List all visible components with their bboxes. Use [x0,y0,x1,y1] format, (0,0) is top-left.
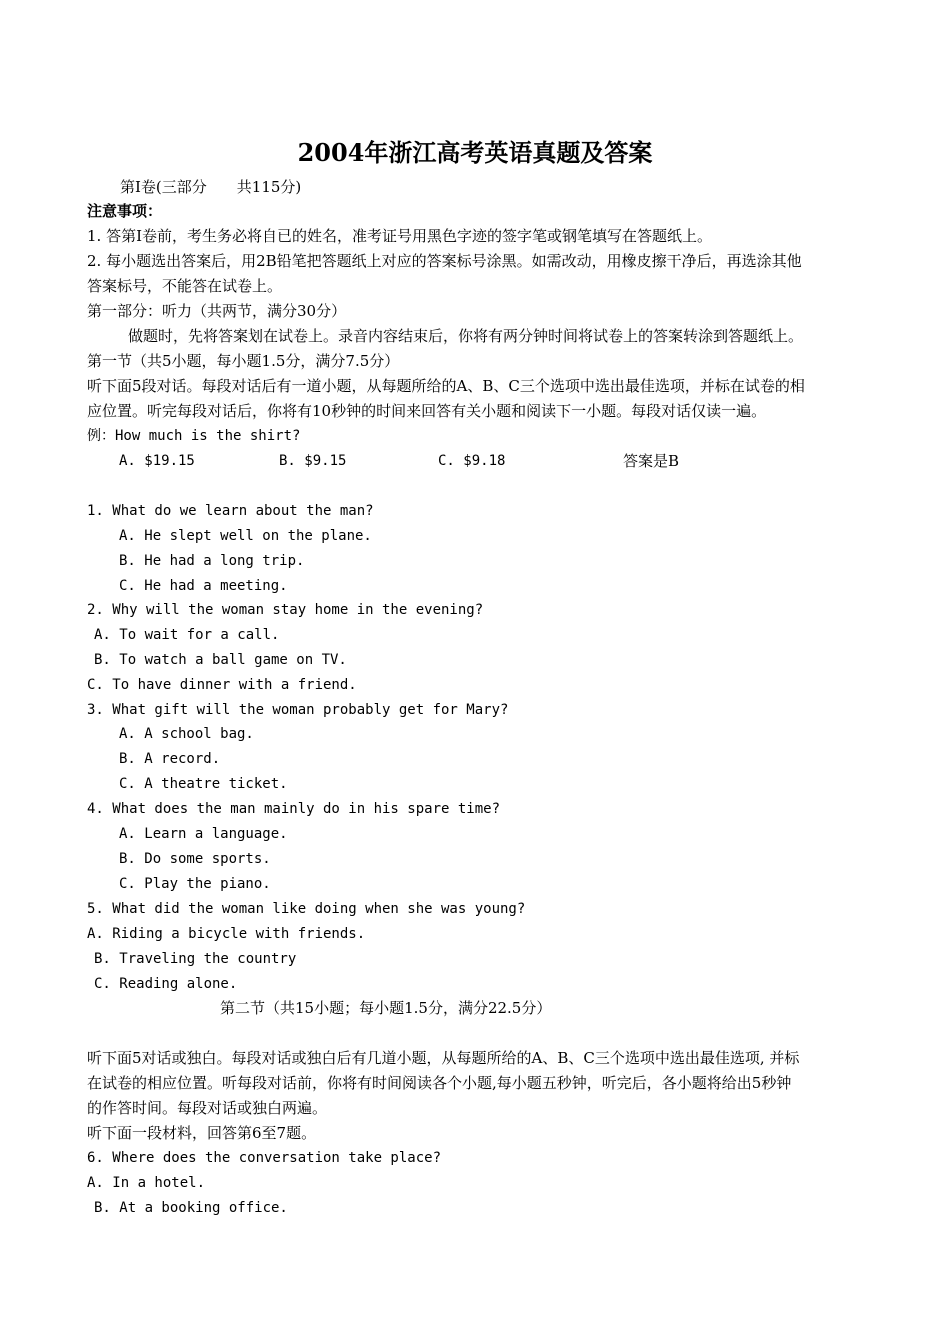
question-6-option-b: B. At a booking office. [94,1200,288,1216]
volume-heading: 第Ⅰ卷(三部分 共115分) [120,178,302,196]
example-question: 例：How much is the shirt? [87,428,301,444]
question-1-option-b: B. He had a long trip. [119,553,305,569]
question-3-option-a: A. A school bag. [119,726,254,742]
question-1-option-a: A. He slept well on the plane. [119,528,372,544]
question-4: 4. What does the man mainly do in his spare time? [87,801,501,817]
question-1-option-c: C. He had a meeting. [119,578,288,594]
question-5-option-c: C. Reading alone. [94,976,238,992]
section2-instruction-line-1: 听下面5对话或独白。每段对话或独白后有几道小题，从每题所给的A、B、C三个选项中选出最佳选项, 并标 [87,1049,800,1067]
question-5: 5. What did the woman like doing when she was young? [87,901,526,917]
example-option-c: C. $9.18 [438,453,506,469]
question-1: 1. What do we learn about the man? [87,503,374,519]
question-2-option-b: B. To watch a ball game on TV. [94,652,347,668]
part1-heading: 第一部分：听力（共两节，满分30分） [87,302,347,320]
question-6-option-a: A. In a hotel. [87,1175,206,1191]
section2-instruction-line-3: 的作答时间。每段对话或独白两遍。 [87,1099,328,1117]
question-4-option-b: B. Do some sports. [119,851,271,867]
question-6: 6. Where does the conversation take place? [87,1150,442,1166]
passage-intro: 听下面一段材料，回答第6至7题。 [87,1124,317,1142]
section1-instruction-line-2: 应位置。听完每段对话后，你将有10秒钟的时间来回答有关小题和阅读下一小题。每段对话仅读一遍。 [87,402,767,420]
section1-heading: 第一节（共5小题，每小题1.5分，满分7.5分） [87,352,400,370]
question-2-option-c: C. To have dinner with a friend. [87,677,357,693]
question-2: 2. Why will the woman stay home in the evening? [87,602,484,618]
question-4-option-a: A. Learn a language. [119,826,288,842]
question-2-option-a: A. To wait for a call. [94,627,280,643]
notice-item-1: 1. 答第Ⅰ卷前，考生务必将自已的姓名，准考证号用黑色字迹的签字笔或钢笔填写在答题纸上。 [87,227,713,245]
question-5-option-b: B. Traveling the country [94,951,297,967]
example-option-a: A. $19.15 [119,453,195,469]
part1-instruction: 做题时，先将答案划在试卷上。录音内容结束后，你将有两分钟时间将试卷上的答案转涂到答题纸上。 [128,327,804,345]
document-title: 2004年浙江高考英语真题及答案 [297,138,653,167]
question-4-option-c: C. Play the piano. [119,876,271,892]
section2-heading: 第二节（共15小题；每小题1.5分，满分22.5分） [220,999,552,1017]
example-answer: 答案是B [623,452,680,470]
notice-heading: 注意事项： [87,202,163,220]
section2-instruction-line-2: 在试卷的相应位置。听每段对话前，你将有时间阅读各个小题,每小题五秒钟，听完后，各小题将给出5秒钟 [87,1074,792,1092]
question-5-option-a: A. Riding a bicycle with friends. [87,926,366,942]
question-3-option-c: C. A theatre ticket. [119,776,288,792]
question-3: 3. What gift will the woman probably get for Mary? [87,702,509,718]
notice-item-2-line-1: 2. 每小题选出答案后，用2B铅笔把答题纸上对应的答案标号涂黑。如需改动，用橡皮擦干净后，再选涂其他 [87,252,802,270]
notice-item-2-line-2: 答案标号，不能答在试卷上。 [87,277,283,295]
example-option-b: B. $9.15 [279,453,347,469]
section1-instruction-line-1: 听下面5段对话。每段对话后有一道小题，从每题所给的A、B、C三个选项中选出最佳选项，并标在试卷的相 [87,377,805,395]
question-3-option-b: B. A record. [119,751,221,767]
